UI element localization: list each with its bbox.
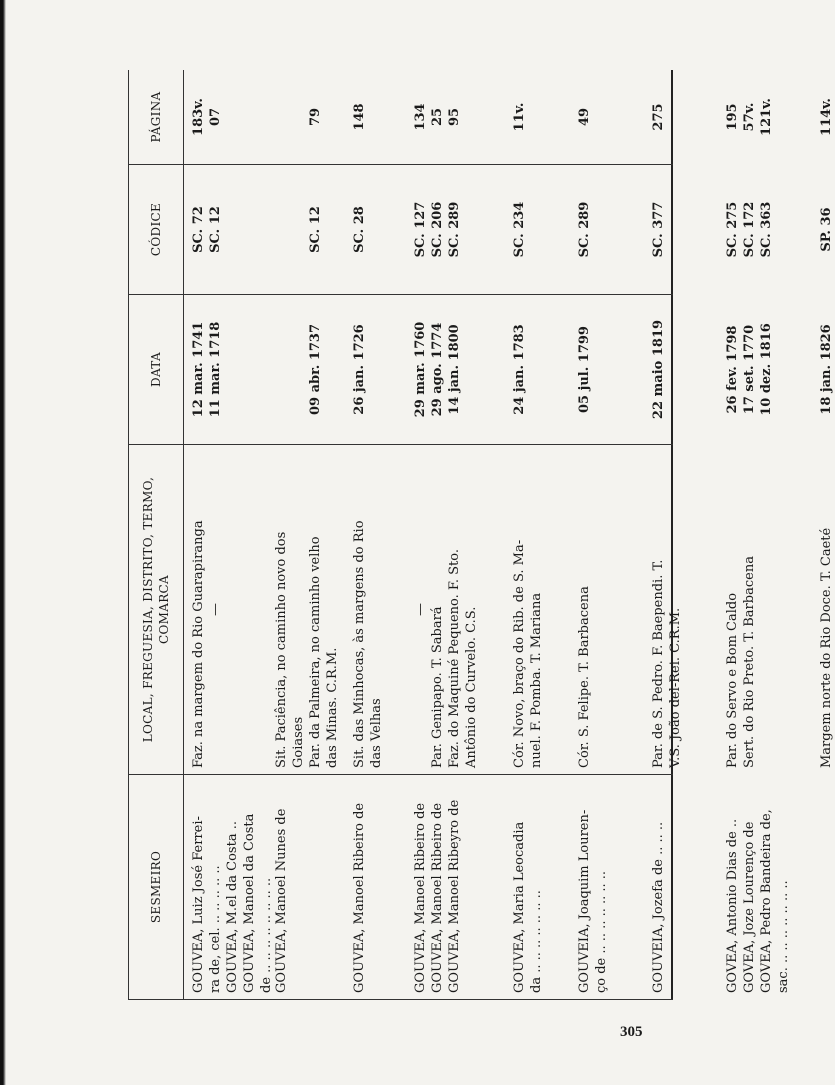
cell-pagina — [190, 76, 224, 158]
page-number: 305 — [620, 1024, 643, 1040]
cell-line: ço de .. .. .. .. .. .. .. — [594, 870, 609, 993]
cell-pagina — [650, 76, 667, 158]
cell-local — [724, 451, 758, 768]
cell-line: Sit. das Minhocas, às margens do Rio — [352, 520, 367, 768]
cell-line: Par. do Servo e Bom Caldo — [725, 592, 740, 768]
cell-data — [511, 301, 528, 438]
cell-line: 95 — [447, 107, 462, 127]
cell-pagina — [307, 76, 324, 158]
cell-line: SC. 28 — [352, 206, 367, 253]
cell-sesmeiro — [724, 781, 792, 993]
cell-data — [412, 301, 463, 438]
cell-line: 29 ago. 1774 — [430, 322, 445, 417]
header-local: LOCAL, FREGUESIA, DISTRITO, TERMO, COMARCA — [128, 445, 184, 774]
sesmarias-table — [128, 70, 834, 1000]
cell-local — [190, 451, 224, 768]
cell-line: SC. 275 — [725, 201, 740, 258]
cell-data — [351, 301, 368, 438]
cell-data — [576, 301, 593, 438]
cell-codice — [576, 171, 593, 288]
cell-line: SC. 12 — [308, 206, 323, 253]
cell-codice — [511, 171, 528, 288]
cell-line: GOUVEIA, Joaquim Louren- — [577, 809, 592, 993]
cell-line: GOUVEA, Manoel Ribeyro de — [447, 799, 462, 993]
cell-pagina — [576, 76, 593, 158]
cell-line: 275 — [651, 103, 666, 131]
cell-line: GOVEA, Joze Lourenço de — [742, 821, 757, 993]
cell-line: 10 dez. 1816 — [759, 323, 774, 416]
cell-line: GOUVEA, Manoel Ribeiro de — [352, 802, 367, 993]
cell-pagina — [412, 76, 463, 158]
cell-codice — [818, 171, 835, 288]
cell-sesmeiro — [650, 781, 667, 993]
cell-line: 183v. — [191, 98, 206, 136]
cell-line: 25 — [430, 107, 445, 127]
cell-line: 18 jan. 1826 — [819, 324, 834, 415]
header-pagina: PÁGINA — [128, 70, 184, 164]
cell-data — [818, 301, 835, 438]
cell-line: GOUVEA, Manoel da Costa — [242, 813, 257, 993]
cell-sesmeiro — [511, 781, 545, 993]
cell-line: Margem norte do Rio Doce. T. Caeté — [819, 527, 834, 768]
cell-pagina — [511, 76, 528, 158]
cell-line: das Velhas — [369, 698, 384, 768]
cell-line: 22 maio 1819 — [651, 319, 666, 420]
table-rotation-frame — [128, 70, 834, 1000]
cell-line: GOUVEA, Manoel Ribeiro de — [430, 802, 445, 993]
cell-line: SC. 206 — [430, 201, 445, 258]
cell-line: 24 jan. 1783 — [512, 324, 527, 415]
cell-line: GOUVEA, Manoel Ribeiro de — [413, 802, 428, 993]
cell-sesmeiro — [412, 781, 463, 993]
cell-line: Cór. S. Felipe. T. Barbacena — [577, 586, 592, 768]
cell-line: Par. Genipapo. T. Sabará — [430, 606, 445, 768]
cell-line: GOVEA, Antonio Dias de .. — [725, 818, 740, 993]
cell-line: 26 fev. 1798 — [725, 325, 740, 414]
cell-line: GOUVEA, M.el da Costa .. — [225, 821, 240, 993]
cell-codice — [190, 171, 224, 288]
cell-line: 114v. — [819, 98, 834, 136]
cell-line: nuel. F. Pomba. T. Mariana — [529, 592, 544, 768]
cell-line: da .. .. .. .. .. .. .. — [529, 890, 544, 993]
cell-line: SC. 172 — [742, 201, 757, 258]
cell-line: sac. .. .. .. .. .. .. .. — [776, 880, 791, 993]
cell-line: das Minas. C.R.M. — [325, 647, 340, 768]
cell-line: V.S. João del-Rei. C.R.M. — [668, 607, 683, 768]
cell-line: 79 — [308, 107, 323, 127]
cell-pagina — [818, 76, 835, 158]
cell-line: SC. 72 — [191, 206, 206, 253]
cell-line: SC. 377 — [651, 201, 666, 258]
cell-line: de .. .. .. .. .. .. .. .. — [259, 877, 274, 993]
cell-line: 05 jul. 1799 — [577, 326, 592, 413]
cell-line: GOUVEIA, Jozefa de .. .. .. — [651, 821, 666, 993]
cell-line: GOUVEA, Maria Leocadia — [512, 821, 527, 993]
cell-line: SP. 36 — [819, 207, 834, 252]
cell-pagina — [351, 76, 368, 158]
cell-line: Cór. Novo, braço do Rib. de S. Ma- — [512, 539, 527, 768]
header-sesmeiro: SESMEIRO — [128, 775, 184, 999]
cell-line: Sert. do Rio Preto. T. Barbacena — [742, 556, 757, 768]
cell-line: 26 jan. 1726 — [352, 324, 367, 415]
cell-codice — [724, 171, 775, 288]
cell-line: 57v. — [742, 102, 757, 132]
cell-line: 148 — [352, 103, 367, 131]
cell-pagina — [724, 76, 775, 158]
cell-line: Par. de S. Pedro. F. Baependi. T. — [651, 559, 666, 768]
cell-line: Faz. na margem do Rio Guarapiranga — [191, 520, 206, 768]
cell-line: SC. 363 — [759, 201, 774, 258]
cell-line: Faz. do Maquiné Pequeno. F. Sto. — [447, 549, 462, 768]
cell-codice — [307, 171, 324, 288]
cell-local — [412, 451, 480, 768]
column-pagina — [128, 70, 834, 165]
cell-line: — — [208, 603, 223, 616]
cell-line: 17 set. 1770 — [742, 324, 757, 415]
cell-line: 195 — [725, 103, 740, 131]
cell-line: SC. 12 — [208, 206, 223, 253]
cell-line: 07 — [208, 107, 223, 127]
cell-local — [650, 451, 684, 768]
header-data: DATA — [128, 295, 184, 444]
cell-data — [307, 301, 324, 438]
cell-local — [351, 451, 385, 768]
cell-data — [190, 301, 224, 438]
cell-sesmeiro — [190, 781, 275, 993]
cell-line: GOUVEA, Manoel Nunes de — [274, 808, 289, 993]
cell-sesmeiro — [273, 781, 290, 993]
column-codice — [128, 165, 834, 295]
cell-line: 14 jan. 1800 — [447, 324, 462, 415]
cell-line: 134 — [413, 103, 428, 131]
column-sesmeiro — [128, 775, 791, 1000]
cell-line: 09 abr. 1737 — [308, 323, 323, 416]
cell-line: GOUVEA, Luiz José Ferrei- — [191, 816, 206, 993]
cell-line: Sit. Paciência, no caminho novo dos — [274, 531, 289, 768]
cell-line: SC. 289 — [577, 201, 592, 258]
cell-line: ra de, cel. .. .. .. .. .. — [208, 865, 223, 993]
cell-data — [650, 301, 667, 438]
cell-local — [511, 451, 545, 768]
cell-line: Antônio do Curvelo. C.S. — [464, 606, 479, 768]
cell-codice — [650, 171, 667, 288]
cell-line: SC. 127 — [413, 201, 428, 258]
cell-line: SC. 289 — [447, 201, 462, 258]
cell-line: — — [413, 603, 428, 616]
cell-line: 12 mar. 1741 — [191, 321, 206, 418]
header-codice: CÓDICE — [128, 165, 184, 294]
cell-line: 29 mar. 1760 — [413, 321, 428, 418]
cell-codice — [351, 171, 368, 288]
cell-local — [576, 451, 593, 768]
cell-local — [273, 451, 341, 768]
cell-sesmeiro — [576, 781, 610, 993]
cell-codice — [412, 171, 463, 288]
cell-sesmeiro — [351, 781, 368, 993]
column-data — [128, 295, 834, 445]
cell-line: Par. da Palmeira, no caminho velho — [308, 536, 323, 768]
cell-line: 11v. — [512, 102, 527, 132]
cell-local — [818, 451, 835, 768]
cell-line: 49 — [577, 107, 592, 127]
cell-line: 11 mar. 1718 — [208, 321, 223, 418]
cell-line: GOVEA, Pedro Bandeira de, — [759, 809, 774, 993]
column-local — [128, 445, 834, 775]
cell-line: Goiases — [291, 716, 306, 768]
scan-binding-edge — [0, 0, 6, 1085]
cell-line: 121v. — [759, 98, 774, 136]
cell-line: SC. 234 — [512, 201, 527, 258]
cell-data — [724, 301, 775, 438]
